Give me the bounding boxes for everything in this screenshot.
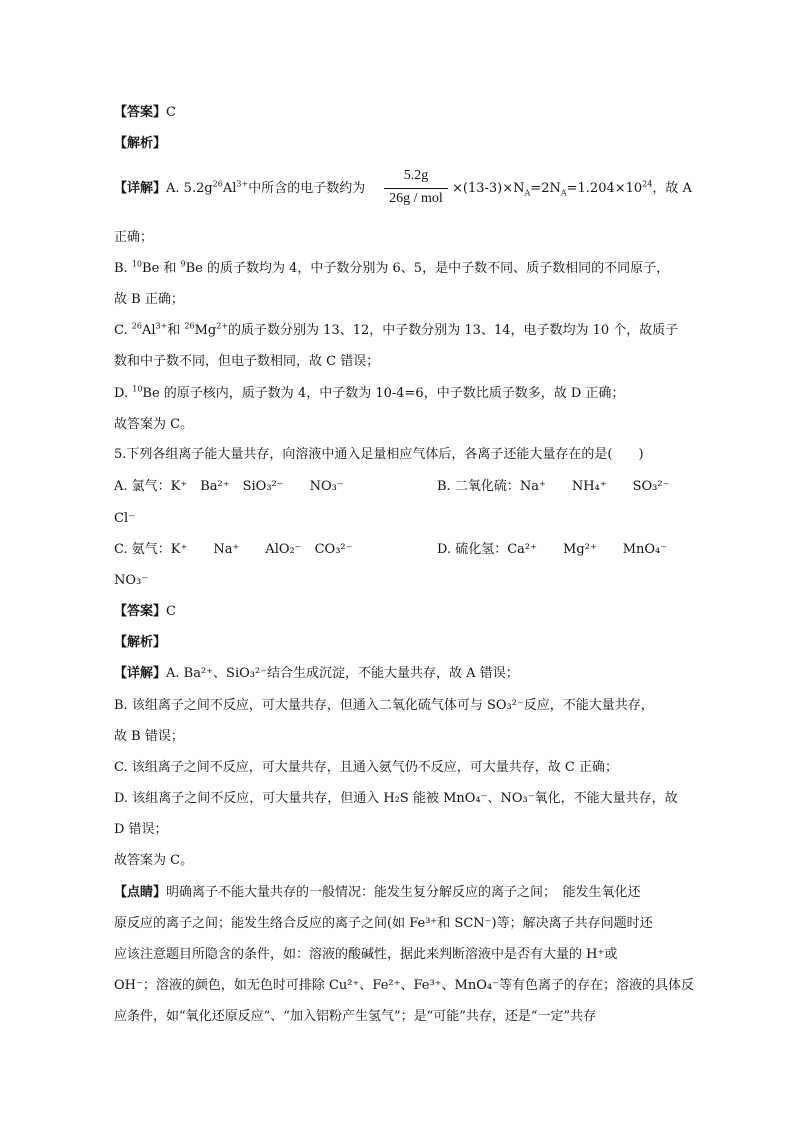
a-sup2: 3+ bbox=[236, 179, 249, 189]
detail-a-after bbox=[452, 180, 692, 198]
c-and: 和 bbox=[167, 323, 185, 338]
detail-label: 【详解】 bbox=[114, 181, 167, 196]
b-sup2: 9 bbox=[180, 259, 186, 269]
answer-value: C bbox=[166, 105, 176, 120]
option-a-label: A. 氯气： bbox=[114, 479, 171, 494]
b-post: Be 的质子数均为 4，中子数分别为 6、5，是中子数不同、质子数相同的不同原子， bbox=[185, 261, 670, 276]
b-sup1: 10 bbox=[131, 259, 143, 269]
a-val: =1.204×10 bbox=[566, 181, 643, 196]
a-sub1: A bbox=[524, 188, 531, 198]
b-be1: Be 和 bbox=[142, 261, 181, 276]
tip-line5: 应条件，如“氧化还原反应”、“加入铝粉产生氢气”；是“可能”共存，还是“一定”共存 bbox=[114, 1009, 597, 1024]
detail-label-2: 【详解】 bbox=[114, 666, 167, 681]
option-b-cont: Cl⁻ bbox=[114, 511, 135, 526]
detail-c-line1 bbox=[114, 322, 678, 340]
tip-line2: 原反应的离子之间；能发生络合反应的离子之间(如 Fe³⁺和 SCN⁻)等；解决离子共存问题时还 bbox=[114, 916, 653, 931]
c-sup1: 26 bbox=[131, 321, 142, 331]
option-d bbox=[437, 541, 667, 559]
a-cont: 正确； bbox=[114, 230, 154, 245]
option-c-label: C. 氨气： bbox=[114, 542, 171, 557]
option-a-ions: K⁺ Ba²⁺ SiO₃²⁻ NO₃⁻ bbox=[170, 479, 344, 494]
option-c bbox=[114, 541, 352, 559]
answer-line-2 bbox=[114, 603, 176, 621]
answer-label: 【答案】 bbox=[114, 105, 167, 120]
detail2-a-line bbox=[114, 665, 519, 683]
option-d-label: D. 硫化氢： bbox=[437, 542, 508, 557]
option-b-ions: Na⁺ NH₄⁺ SO₃²⁻ bbox=[519, 479, 670, 494]
a-tail: ，故 A bbox=[652, 181, 692, 196]
option-d-cont: NO₃⁻ bbox=[114, 573, 149, 588]
c-al: Al bbox=[141, 323, 156, 338]
detail2-b-line2: 故 B 错误； bbox=[114, 729, 184, 744]
d-pre: D. bbox=[114, 386, 133, 401]
fraction-numerator: 5.2g bbox=[403, 168, 429, 183]
fraction-denominator: 26g / mol bbox=[389, 191, 443, 206]
analysis-label-2: 【解析】 bbox=[114, 635, 167, 650]
answer-line-1 bbox=[114, 104, 176, 122]
tip-label: 【点睛】 bbox=[114, 885, 167, 900]
detail2-a-text: A. Ba²⁺、SiO₃²⁻结合生成沉淀，不能大量共存，故 A 错误； bbox=[166, 666, 519, 681]
c-sup4: 2+ bbox=[216, 321, 229, 331]
a-sub2: A bbox=[560, 188, 567, 198]
detail2-d-line1: D. 该组离子之间不反应，可大量共存，但通入 H₂S 能被 MnO₄⁻、NO₃⁻氧化，不能大量共存，故 bbox=[114, 791, 678, 806]
tip-line4: OH⁻；溶液的颜色，如无色时可排除 Cu²⁺、Fe²⁺、Fe³⁺、MnO₄⁻等有色离子的存在；溶液的具体反 bbox=[114, 978, 694, 993]
c-pre: C. bbox=[114, 323, 132, 338]
detail-b-line1 bbox=[114, 260, 669, 278]
option-b bbox=[437, 478, 669, 496]
d-post: Be 的原子核内，质子数为 4，中子数为 10-4=6，中子数比质子数多，故 D 正确； bbox=[142, 386, 625, 401]
detail2-d-line2: D 错误； bbox=[114, 822, 168, 837]
a-prefix: A. 5.2g bbox=[166, 181, 213, 196]
b-pre: B. bbox=[114, 261, 132, 276]
a-eq: =2N bbox=[530, 181, 561, 196]
detail-d-line bbox=[114, 385, 624, 403]
detail-b-line2: 故 B 正确； bbox=[114, 292, 184, 307]
c-sup3: 26 bbox=[184, 321, 195, 331]
answer-label-2: 【答案】 bbox=[114, 604, 167, 619]
a-ion: Al bbox=[222, 181, 237, 196]
conclusion-1: 故答案为 C。 bbox=[114, 417, 194, 432]
a-after: ×(13-3)×N bbox=[452, 181, 525, 196]
fraction bbox=[384, 168, 448, 209]
tip-text-1: 明确离子不能大量共存的一般情况：能发生复分解反应的离子之间； 能发生氧化还 bbox=[166, 885, 641, 900]
detail-c-line2: 数和中子数不同，但电子数相同，故 C 错误； bbox=[114, 354, 380, 369]
fraction-bar bbox=[384, 188, 448, 189]
option-a bbox=[114, 478, 344, 496]
tip-line3: 应该注意题目所隐含的条件，如：溶液的酸碱性，据此来判断溶液中是否有大量的 H⁺或 bbox=[114, 947, 618, 962]
option-b-label: B. 二氧化硫： bbox=[437, 479, 520, 494]
analysis-label-1: 【解析】 bbox=[114, 136, 167, 151]
d-sup: 10 bbox=[132, 384, 143, 394]
option-d-ions: Ca²⁺ Mg²⁺ MnO₄⁻ bbox=[507, 542, 668, 557]
c-mg: Mg bbox=[194, 323, 217, 338]
c-post: 的质子数分别为 13、12，中子数分别为 13、14，电子数均为 10 个，故质子 bbox=[228, 323, 679, 338]
a-sup1: 26 bbox=[212, 179, 223, 189]
detail-a-line bbox=[114, 180, 365, 198]
a-mid: 中所含的电子数约为 bbox=[248, 181, 366, 196]
conclusion-2: 故答案为 C。 bbox=[114, 853, 194, 868]
option-c-ions: K⁺ Na⁺ AlO₂⁻ CO₃²⁻ bbox=[170, 542, 353, 557]
detail2-c-line: C. 该组离子之间不反应，可大量共存，且通入氨气仍不反应，可大量共存，故 C 正确； bbox=[114, 760, 618, 775]
detail2-b-line1: B. 该组离子之间不反应，可大量共存，但通入二氧化硫气体可与 SO₃²⁻反应，不能大量共存， bbox=[114, 698, 654, 713]
c-sup2: 3+ bbox=[155, 321, 168, 331]
tip-line1 bbox=[114, 884, 641, 902]
question-5-stem: 5.下列各组离子能大量共存，向溶液中通入足量相应气体后，各离子还能大量存在的是( ) bbox=[114, 447, 644, 462]
answer-value-2: C bbox=[166, 604, 176, 619]
a-sup3: 24 bbox=[642, 179, 653, 189]
